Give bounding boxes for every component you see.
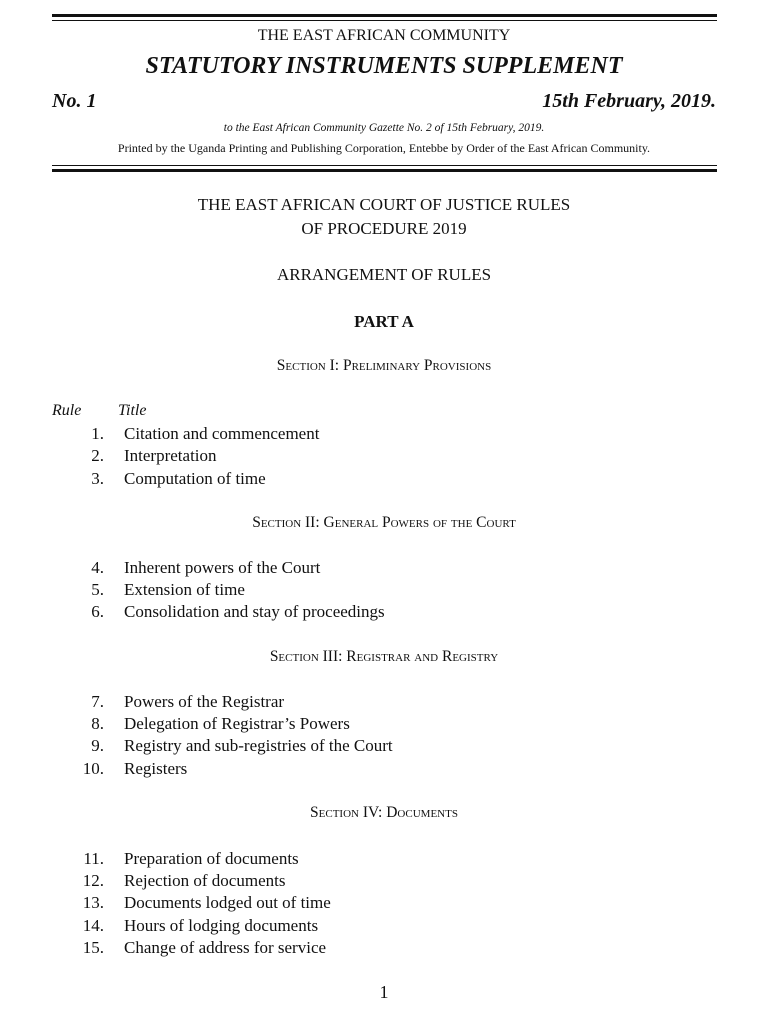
- rule-number: 14.: [82, 916, 104, 935]
- rule-number: 8.: [91, 714, 104, 733]
- gazette-line: to the East African Community Gazette No. 2 of 15th February, 2019.: [223, 122, 545, 134]
- supplement-date: 15th February, 2019.: [542, 90, 716, 112]
- rule-number: 15.: [82, 938, 104, 957]
- rule-entry: [0, 916, 768, 938]
- rule-number: 9.: [91, 736, 104, 755]
- rule-number: 6.: [91, 602, 104, 621]
- rule-title: Change of address for service: [124, 938, 327, 957]
- rule-number: 7.: [91, 692, 104, 711]
- document-title-line1: THE EAST AFRICAN COURT OF JUSTICE RULES: [197, 195, 571, 214]
- section-heading: Section I: Preliminary Provisions: [276, 357, 492, 374]
- rule-number: 11.: [83, 849, 104, 868]
- supplement-number: No. 1: [52, 90, 97, 112]
- arrangement-heading: ARRANGEMENT OF RULES: [276, 265, 492, 284]
- rule-entry: [0, 714, 768, 736]
- column-header-title: Title: [118, 402, 147, 419]
- rule-entry: [0, 893, 768, 915]
- rule-entry: [0, 558, 768, 580]
- rule-number: 5.: [91, 580, 104, 599]
- part-heading: PART A: [354, 312, 414, 331]
- rule-title: Powers of the Registrar: [124, 692, 285, 711]
- page-number: 1: [379, 982, 389, 1002]
- rule-title: Consolidation and stay of proceedings: [124, 602, 385, 621]
- header-rule-thin: [52, 165, 717, 166]
- printer-line: Printed by the Uganda Printing and Publishing Corporation, Entebbe by Order of the East African Community.: [117, 141, 651, 155]
- section-heading: Section IV: Documents: [310, 804, 458, 821]
- rule-number: 3.: [91, 469, 104, 488]
- rule-entry: [0, 938, 768, 960]
- rule-title: Registry and sub-registries of the Court: [124, 736, 393, 755]
- rule-entry: [0, 580, 768, 602]
- rule-title: Delegation of Registrar’s Powers: [124, 714, 350, 733]
- top-rule-thick: [52, 14, 717, 17]
- rule-entry: [0, 446, 768, 468]
- rule-title: Computation of time: [124, 469, 266, 488]
- section-heading: Section II: General Powers of the Court: [252, 514, 516, 531]
- rule-entry: [0, 469, 768, 491]
- rule-title: Registers: [124, 759, 188, 778]
- rule-title: Interpretation: [124, 446, 217, 465]
- rule-entry: [0, 759, 768, 781]
- rule-title: Rejection of documents: [124, 871, 286, 890]
- section-heading: Section III: Registrar and Registry: [269, 648, 499, 665]
- supplement-title: STATUTORY INSTRUMENTS SUPPLEMENT: [145, 53, 623, 79]
- rule-entry: [0, 849, 768, 871]
- document-title: [0, 193, 768, 241]
- rule-title: Hours of lodging documents: [124, 916, 319, 935]
- rule-title: Inherent powers of the Court: [124, 558, 321, 577]
- document-title-line2: OF PROCEDURE 2019: [301, 219, 467, 238]
- rule-title: Extension of time: [124, 580, 245, 599]
- rule-number: 1.: [91, 424, 104, 443]
- column-header-rule: Rule: [52, 402, 82, 419]
- rule-title: Documents lodged out of time: [124, 893, 331, 912]
- rule-number: 4.: [91, 558, 104, 577]
- header-rule-thick: [52, 169, 717, 172]
- rule-entry: [0, 736, 768, 758]
- rule-number: 2.: [91, 446, 104, 465]
- rule-title: Citation and commencement: [124, 424, 320, 443]
- rule-number: 10.: [82, 759, 104, 778]
- rule-entry: [0, 602, 768, 624]
- community-name: THE EAST AFRICAN COMMUNITY: [257, 27, 511, 44]
- rule-number: 12.: [82, 871, 104, 890]
- rule-entry: [0, 424, 768, 446]
- rule-entry: [0, 692, 768, 714]
- rule-entry: [0, 871, 768, 893]
- rule-number: 13.: [82, 893, 104, 912]
- rule-title: Preparation of documents: [124, 849, 299, 868]
- top-rule-thin: [52, 20, 717, 21]
